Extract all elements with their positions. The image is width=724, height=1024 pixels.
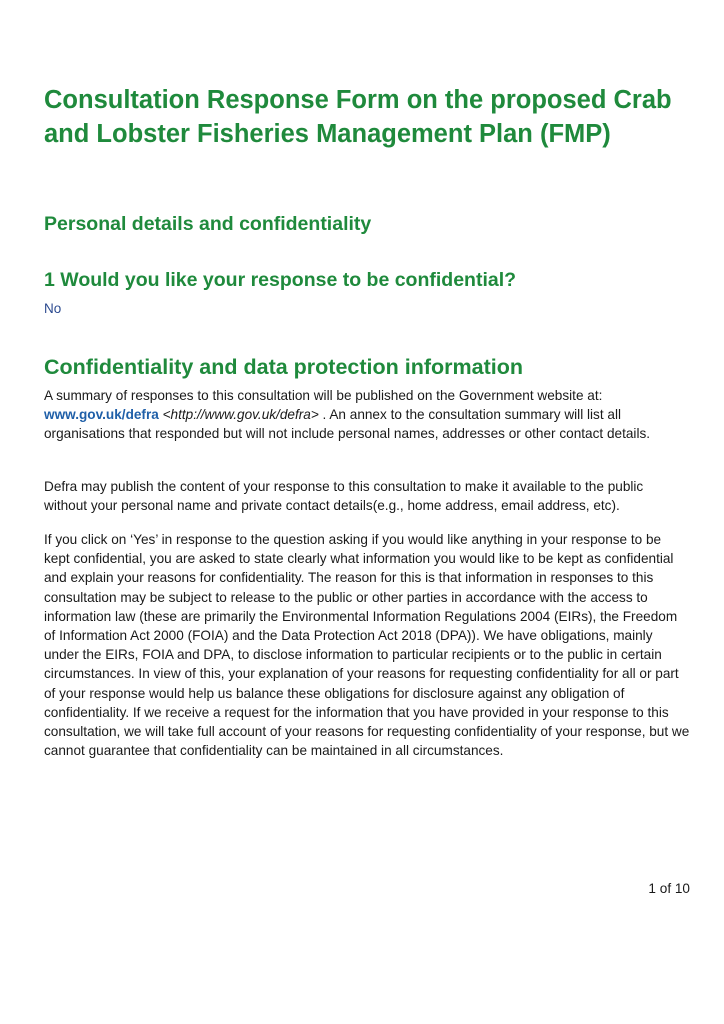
section-heading-personal-details: Personal details and confidentiality — [44, 213, 372, 235]
paragraph-confidentiality-details: If you click on ‘Yes’ in response to the question asking if you would like anything in your response to be kept confidential, you are asked to state clearly what information you would like to be kept as confidential and explain your reasons for confidentiality. The reason for this is that information in responses to this consultation may be subject to release to the public or other parties in accordance with the access to information law (these are primarily the Environmental Information Regulations 2004 (EIRs), the Freedom of Information Act 2000 (FOIA) and the Data Protection Act 2018 (DPA)). We have obligations, mainly under the EIRs, FOIA and DPA, to disclose information to particular recipients or to the public in certain circumstances. In view of this, your explanation of your reasons for requesting confidentiality for all or part of your response would help us balance these obligations for disclosure against any obligation of confidentiality. If we receive a request for the information that you have provided in your response to this consultation, we will take full account of your reasons for requesting confidentiality of your response, but we cannot guarantee that confidentiality can be maintained in all circumstances. — [44, 532, 690, 759]
defra-link[interactable]: www.gov.uk/defra — [44, 407, 159, 423]
defra-url: <http://www.gov.uk/defra> — [162, 407, 319, 423]
form-title: Consultation Response Form on the proposed Crab and Lobster Fisheries Management Plan (FMP) — [44, 86, 672, 148]
paragraph-summary-rest: . An annex to the consultation summary will list all organisations that responded but will not include personal names, addresses or other contact details. — [44, 407, 651, 442]
paragraph-publish: Defra may publish the content of your response to this consultation to make it available to the public without your personal name and private contact details(e.g., home address, email address, etc). — [44, 479, 644, 514]
question-heading-confidential: 1 Would you like your response to be confidential? — [44, 269, 517, 291]
paragraph-summary — [44, 386, 690, 444]
question-answer: No — [44, 301, 62, 316]
paragraph-summary-intro: A summary of responses to this consultation will be published on the Government website at: — [44, 388, 603, 403]
page-number: 1 of 10 — [648, 881, 690, 896]
section-heading-confidentiality: Confidentiality and data protection information — [44, 355, 523, 379]
